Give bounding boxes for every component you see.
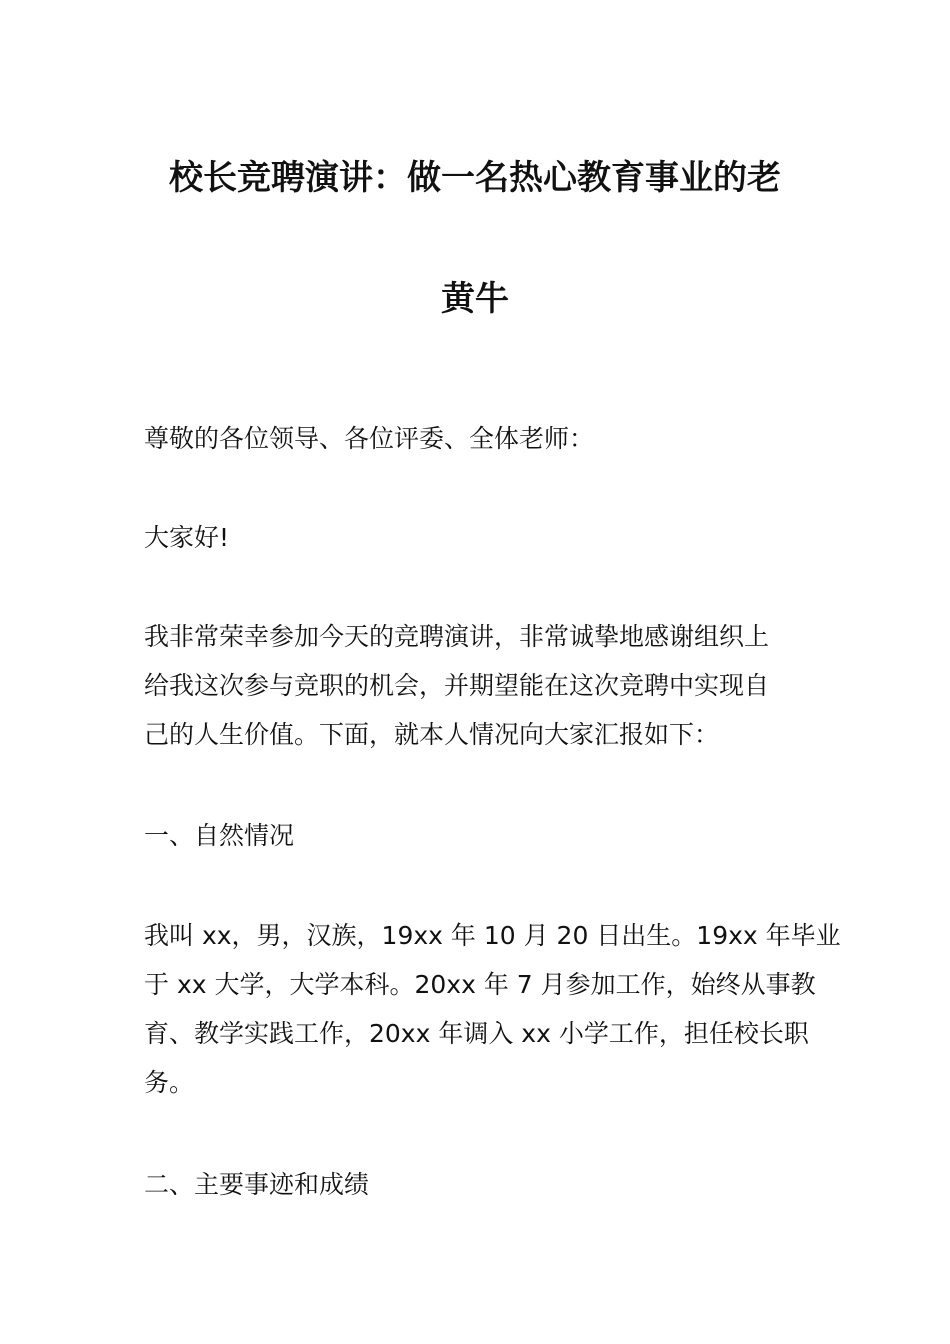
section1-line: 育、教学实践工作，20xx 年调入 xx 小学工作，担任校长职: [144, 1019, 809, 1048]
document-title-line-1: 校长竞聘演讲：做一名热心教育事业的老: [169, 158, 781, 198]
salutation-paragraph: [144, 414, 809, 463]
intro-line: 我非常荣幸参加今天的竞聘演讲，非常诚挚地感谢组织上: [144, 622, 770, 651]
section1-paragraph: [144, 911, 841, 1107]
section1-heading: [144, 811, 809, 860]
greeting-text: 大家好!: [144, 523, 230, 552]
intro-line: 己的人生价值。下面，就本人情况向大家汇报如下：: [144, 720, 720, 749]
document-title-line-2: 黄牛: [441, 279, 509, 319]
section1-line: 于 xx 大学，大学本科。20xx 年 7 月参加工作，始终从事教: [144, 970, 816, 999]
section2-heading: [144, 1160, 809, 1209]
greeting-paragraph: [144, 513, 809, 562]
intro-paragraph: [144, 612, 809, 759]
section2-heading-text: 二、主要事迹和成绩: [144, 1170, 370, 1199]
section1-heading-text: 一、自然情况: [144, 821, 295, 850]
salutation-text: 尊敬的各位领导、各位评委、全体老师：: [144, 424, 595, 453]
section1-line: 务。: [144, 1068, 195, 1097]
intro-line: 给我这次参与竞职的机会，并期望能在这次竞聘中实现自: [144, 671, 770, 700]
section1-line: 我叫 xx，男，汉族，19xx 年 10 月 20 日出生。19xx 年毕业: [144, 921, 841, 950]
